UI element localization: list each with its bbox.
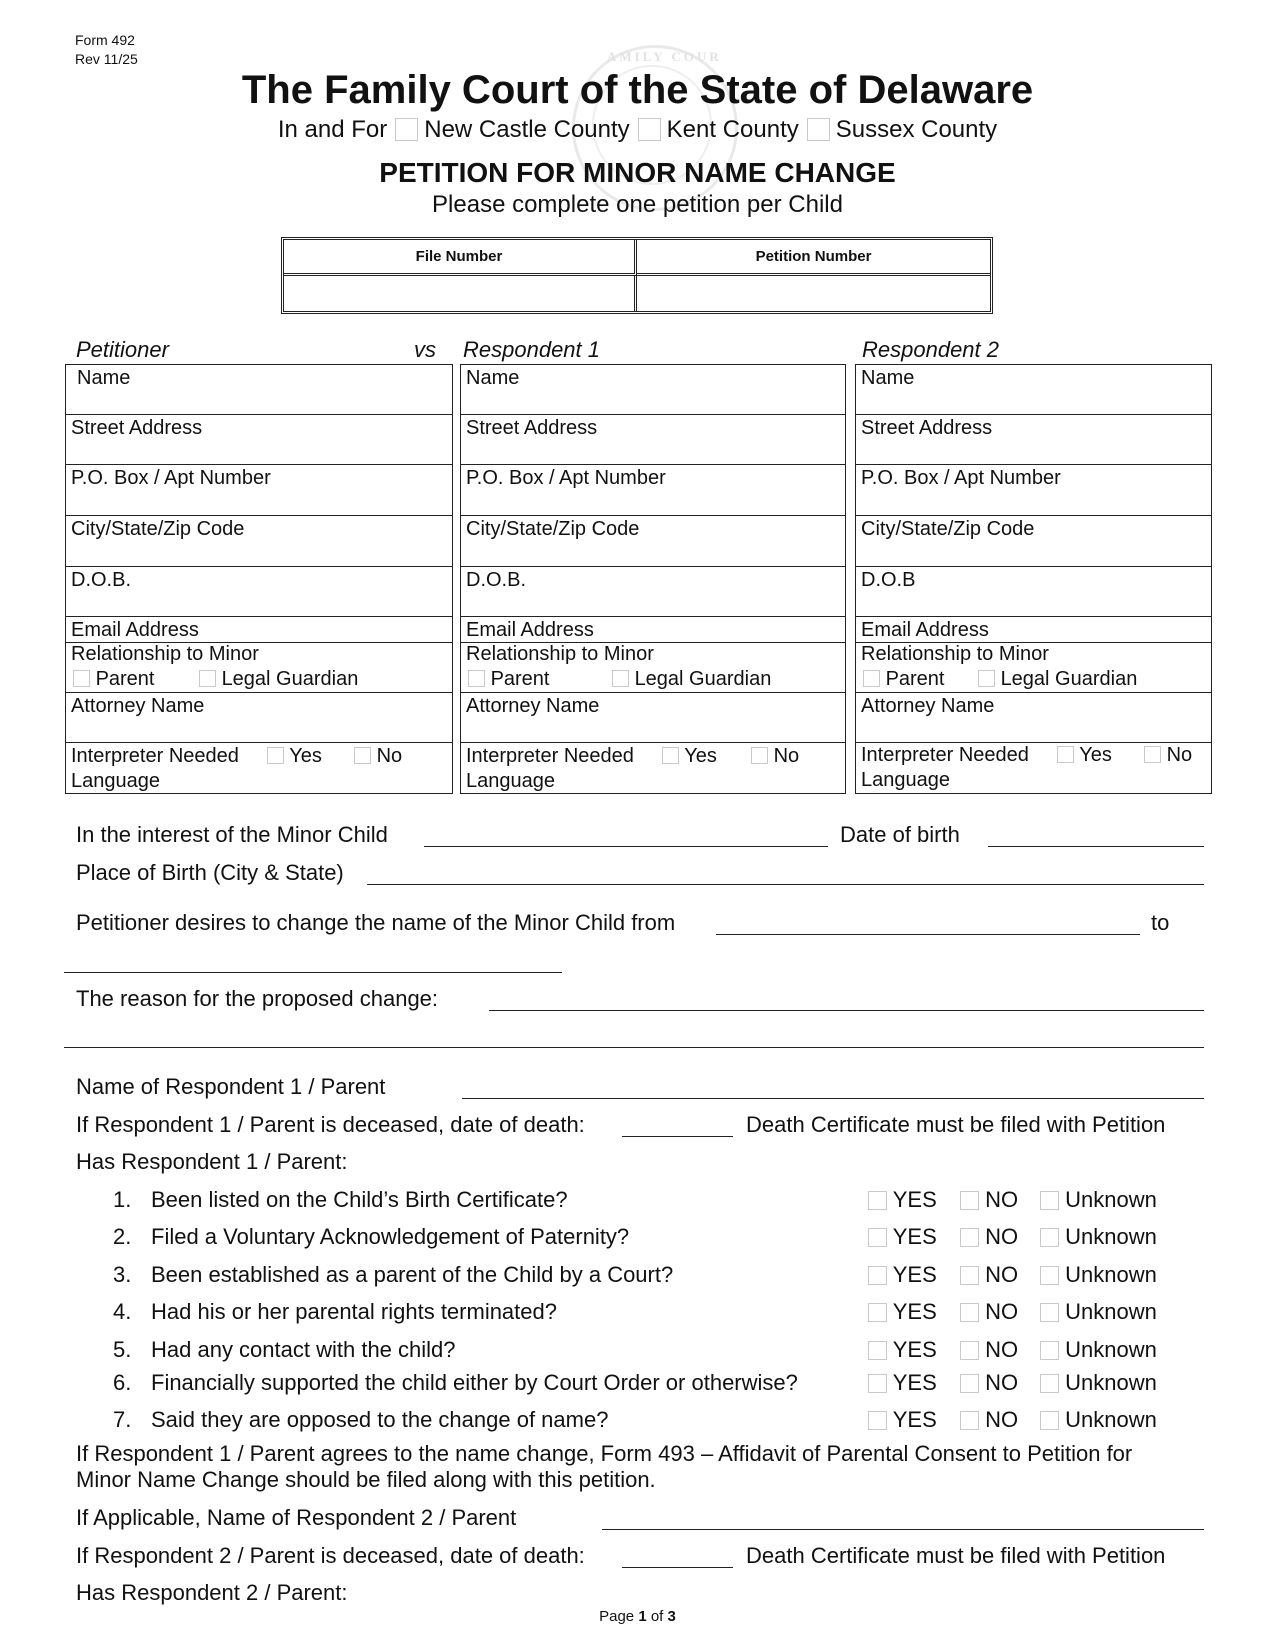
name-label: Name xyxy=(77,367,131,389)
minor-interest-label: In the interest of the Minor Child xyxy=(76,822,388,847)
checkbox-unknown[interactable] xyxy=(1040,1341,1059,1360)
respondent1-death-date-input[interactable] xyxy=(622,1136,733,1137)
unknown-label: Unknown xyxy=(1065,1370,1157,1395)
checkbox-unknown[interactable] xyxy=(1040,1191,1059,1210)
reason-label: The reason for the proposed change: xyxy=(76,986,439,1011)
dob-label: D.O.B. xyxy=(466,569,527,591)
yes-label: YES xyxy=(892,1187,937,1212)
checkbox-yes[interactable] xyxy=(868,1228,887,1247)
page-total: 3 xyxy=(667,1608,676,1625)
language-label: Language xyxy=(71,770,160,792)
checkbox-unknown[interactable] xyxy=(1040,1266,1059,1285)
minor-dob-input[interactable] xyxy=(988,846,1204,847)
respondent1-name-field[interactable] xyxy=(461,365,845,415)
city-label: City/State/Zip Code xyxy=(861,518,1035,540)
name-change-from-label: Petitioner desires to change the name of the Minor Child from xyxy=(76,910,676,935)
petitioner-interpreter-field xyxy=(66,743,452,793)
checkbox-yes[interactable] xyxy=(868,1303,887,1322)
no-label: NO xyxy=(985,1370,1019,1395)
checkbox-new-castle[interactable] xyxy=(395,118,418,141)
file-number-input[interactable] xyxy=(284,276,637,311)
respondent2-email-field[interactable] xyxy=(856,617,1211,643)
relationship-label: Relationship to Minor xyxy=(466,643,654,665)
respondent2-street-field[interactable] xyxy=(856,415,1211,465)
question-number: 2. xyxy=(113,1224,132,1249)
name-change-to-label: to xyxy=(1151,910,1170,935)
respondent2-name-field[interactable] xyxy=(856,365,1211,415)
page-word: Page xyxy=(599,1608,635,1625)
question-number: 5. xyxy=(113,1337,132,1362)
checkbox-yes[interactable] xyxy=(868,1191,887,1210)
legal-guardian-label: Legal Guardian xyxy=(1000,668,1138,690)
reason-input-line2[interactable] xyxy=(64,1047,1204,1048)
petitioner-street-field[interactable] xyxy=(66,415,452,465)
in-and-for-label: In and For xyxy=(277,116,388,143)
unknown-label: Unknown xyxy=(1065,1224,1157,1249)
street-label: Street Address xyxy=(466,417,598,439)
answer-no-option xyxy=(960,1187,1018,1213)
consent-note-line1: If Respondent 1 / Parent agrees to the name change, Form 493 – Affidavit of Parental Consent to Petition for xyxy=(76,1441,1133,1466)
parent-label: Parent xyxy=(95,668,155,690)
checkbox-unknown[interactable] xyxy=(1040,1228,1059,1247)
respondent1-consent-note xyxy=(76,1441,1132,1493)
legal-guardian-label: Legal Guardian xyxy=(221,668,359,690)
checkbox-unknown[interactable] xyxy=(1040,1303,1059,1322)
answer-no-option xyxy=(960,1262,1018,1288)
question-text: Financially supported the child either by Court Order or otherwise? xyxy=(151,1370,798,1395)
respondent2-header: Respondent 2 xyxy=(862,337,999,362)
attorney-label: Attorney Name xyxy=(71,695,205,717)
respondent2-death-cert-note: Death Certificate must be filed with Petition xyxy=(746,1543,1166,1568)
answer-yes-option xyxy=(868,1262,937,1288)
answer-unknown-option xyxy=(1040,1370,1157,1396)
vs-label: vs xyxy=(414,337,436,362)
form-number xyxy=(75,31,138,69)
respondent2-interpreter-field xyxy=(856,743,1211,793)
city-label: City/State/Zip Code xyxy=(466,518,640,540)
respondent1-has-label: Has Respondent 1 / Parent: xyxy=(76,1149,348,1174)
respondent2-has-label: Has Respondent 2 / Parent: xyxy=(76,1580,348,1605)
county-sussex-label: Sussex County xyxy=(835,116,998,143)
question-text: Been listed on the Child’s Birth Certificate? xyxy=(151,1187,568,1212)
checkbox-interpreter-yes[interactable] xyxy=(267,747,284,764)
answer-no-option xyxy=(960,1407,1018,1433)
respondent2-po-field[interactable] xyxy=(856,465,1211,516)
interpreter-label: Interpreter Needed xyxy=(71,745,239,767)
answer-yes-option xyxy=(868,1187,937,1213)
answer-no-option xyxy=(960,1337,1018,1363)
po-label: P.O. Box / Apt Number xyxy=(861,467,1061,489)
place-of-birth-input[interactable] xyxy=(367,884,1204,885)
petitioner-dob-field[interactable] xyxy=(66,567,452,617)
question-text: Filed a Voluntary Acknowledgement of Paternity? xyxy=(151,1224,630,1249)
checkbox-no[interactable] xyxy=(960,1303,979,1322)
email-label: Email Address xyxy=(466,619,594,641)
interpreter-label: Interpreter Needed xyxy=(861,744,1029,766)
court-title: The Family Court of the State of Delaware xyxy=(241,68,1034,112)
no-label: NO xyxy=(985,1262,1019,1287)
dob-label: D.O.B xyxy=(861,569,916,591)
county-selector xyxy=(0,116,1275,144)
checkbox-unknown[interactable] xyxy=(1040,1411,1059,1430)
respondent1-name-label: Name of Respondent 1 / Parent xyxy=(76,1074,386,1099)
parent-label: Parent xyxy=(885,668,945,690)
answer-unknown-option xyxy=(1040,1262,1157,1288)
checkbox-legal-guardian[interactable] xyxy=(612,670,629,687)
form-revision: Rev 11/25 xyxy=(75,51,138,67)
checkbox-yes[interactable] xyxy=(868,1266,887,1285)
checkbox-legal-guardian[interactable] xyxy=(978,670,995,687)
yes-label: YES xyxy=(892,1262,937,1287)
respondent1-name-input[interactable] xyxy=(462,1098,1204,1099)
respondent2-box xyxy=(855,364,1212,794)
checkbox-parent[interactable] xyxy=(468,670,485,687)
answer-unknown-option xyxy=(1040,1187,1157,1213)
minor-name-input[interactable] xyxy=(424,846,828,847)
respondent1-attorney-field[interactable] xyxy=(461,693,845,743)
petitioner-po-field[interactable] xyxy=(66,465,452,516)
checkbox-parent[interactable] xyxy=(73,670,90,687)
respondent2-relationship-field xyxy=(856,643,1211,693)
file-number-table xyxy=(281,237,993,314)
attorney-label: Attorney Name xyxy=(466,695,600,717)
checkbox-no[interactable] xyxy=(960,1341,979,1360)
yes-label: Yes xyxy=(289,745,322,767)
yes-label: YES xyxy=(892,1337,937,1362)
petitioner-name-field[interactable] xyxy=(66,365,452,415)
checkbox-parent[interactable] xyxy=(863,670,880,687)
answer-unknown-option xyxy=(1040,1337,1157,1363)
respondent1-street-field[interactable] xyxy=(461,415,845,465)
answer-unknown-option xyxy=(1040,1224,1157,1250)
yes-label: YES xyxy=(892,1224,937,1249)
place-of-birth-label: Place of Birth (City & State) xyxy=(76,860,344,885)
question-text: Been established as a parent of the Child by a Court? xyxy=(151,1262,674,1287)
interpreter-label: Interpreter Needed xyxy=(466,745,634,767)
page-footer xyxy=(0,1608,1275,1625)
email-label: Email Address xyxy=(861,619,989,641)
petitioner-attorney-field[interactable] xyxy=(66,693,452,743)
street-label: Street Address xyxy=(861,417,993,439)
checkbox-yes[interactable] xyxy=(868,1341,887,1360)
question-text: Had his or her parental rights terminated? xyxy=(151,1299,557,1324)
checkbox-interpreter-yes[interactable] xyxy=(662,747,679,764)
respondent1-po-field[interactable] xyxy=(461,465,845,516)
checkbox-unknown[interactable] xyxy=(1040,1374,1059,1393)
petitioner-city-field[interactable] xyxy=(66,516,452,567)
checkbox-legal-guardian[interactable] xyxy=(199,670,216,687)
checkbox-interpreter-no[interactable] xyxy=(751,747,768,764)
yes-label: YES xyxy=(892,1407,937,1432)
checkbox-interpreter-no[interactable] xyxy=(354,747,371,764)
yes-label: YES xyxy=(892,1370,937,1395)
po-label: P.O. Box / Apt Number xyxy=(466,467,666,489)
no-label: No xyxy=(1166,744,1193,766)
current-name-input[interactable] xyxy=(716,934,1140,935)
respondent2-attorney-field[interactable] xyxy=(856,693,1211,743)
respondent2-city-field[interactable] xyxy=(856,516,1211,567)
question-number: 3. xyxy=(113,1262,132,1287)
question-text: Had any contact with the child? xyxy=(151,1337,456,1362)
checkbox-sussex[interactable] xyxy=(807,118,830,141)
checkbox-interpreter-yes[interactable] xyxy=(1057,746,1074,763)
unknown-label: Unknown xyxy=(1065,1262,1157,1287)
respondent1-interpreter-field xyxy=(461,743,845,793)
form-number-label: Form 492 xyxy=(75,32,135,48)
respondent1-email-field[interactable] xyxy=(461,617,845,643)
of-word: of xyxy=(650,1608,664,1625)
answer-yes-option xyxy=(868,1299,937,1325)
yes-label: Yes xyxy=(684,745,717,767)
email-label: Email Address xyxy=(71,619,199,641)
name-label: Name xyxy=(861,367,915,389)
court-seal-text: AMILY COUR xyxy=(607,49,722,64)
question-number: 1. xyxy=(113,1187,132,1212)
respondent1-deceased-label: If Respondent 1 / Parent is deceased, date of death: xyxy=(76,1112,585,1137)
county-kent-label: Kent County xyxy=(666,116,799,143)
file-number-header: File Number xyxy=(284,240,637,276)
relationship-label: Relationship to Minor xyxy=(861,643,1049,665)
respondent2-name-label: If Applicable, Name of Respondent 2 / Parent xyxy=(76,1505,517,1530)
answer-yes-option xyxy=(868,1370,937,1396)
question-number: 4. xyxy=(113,1299,132,1324)
answer-unknown-option xyxy=(1040,1407,1157,1433)
checkbox-interpreter-no[interactable] xyxy=(1144,746,1161,763)
question-number: 6. xyxy=(113,1370,132,1395)
respondent1-header: Respondent 1 xyxy=(463,337,600,362)
respondent1-box xyxy=(460,364,846,794)
respondent2-deceased-label: If Respondent 2 / Parent is deceased, date of death: xyxy=(76,1543,585,1568)
question-text: Said they are opposed to the change of name? xyxy=(151,1407,609,1432)
checkbox-no[interactable] xyxy=(960,1191,979,1210)
answer-unknown-option xyxy=(1040,1299,1157,1325)
no-label: NO xyxy=(985,1337,1019,1362)
respondent1-death-cert-note: Death Certificate must be filed with Petition xyxy=(746,1112,1166,1137)
checkbox-yes[interactable] xyxy=(868,1374,887,1393)
petitioner-header: Petitioner xyxy=(76,337,169,362)
street-label: Street Address xyxy=(71,417,203,439)
relationship-label: Relationship to Minor xyxy=(71,643,259,665)
petition-number-input[interactable] xyxy=(637,276,990,311)
checkbox-no[interactable] xyxy=(960,1228,979,1247)
respondent2-name-input[interactable] xyxy=(602,1529,1204,1530)
respondent2-death-date-input[interactable] xyxy=(622,1567,733,1568)
respondent1-city-field[interactable] xyxy=(461,516,845,567)
consent-note-line2: Minor Name Change should be filed along with this petition. xyxy=(76,1467,656,1492)
yes-label: Yes xyxy=(1079,744,1112,766)
petitioner-box xyxy=(65,364,453,794)
dob-label: D.O.B. xyxy=(71,569,132,591)
respondent1-dob-field[interactable] xyxy=(461,567,845,617)
no-label: No xyxy=(376,745,403,767)
name-label: Name xyxy=(466,367,520,389)
respondent1-relationship-field xyxy=(461,643,845,693)
checkbox-kent[interactable] xyxy=(638,118,661,141)
legal-guardian-label: Legal Guardian xyxy=(634,668,772,690)
answer-yes-option xyxy=(868,1407,937,1433)
minor-dob-label: Date of birth xyxy=(840,822,960,847)
county-new-castle-label: New Castle County xyxy=(424,116,630,143)
parent-label: Parent xyxy=(490,668,550,690)
language-label: Language xyxy=(466,770,555,792)
answer-yes-option xyxy=(868,1337,937,1363)
answer-no-option xyxy=(960,1224,1018,1250)
respondent2-dob-field[interactable] xyxy=(856,567,1211,617)
question-number: 7. xyxy=(113,1407,132,1432)
no-label: NO xyxy=(985,1299,1019,1324)
checkbox-no[interactable] xyxy=(960,1411,979,1430)
language-label: Language xyxy=(861,769,950,791)
yes-label: YES xyxy=(892,1299,937,1324)
city-label: City/State/Zip Code xyxy=(71,518,245,540)
answer-yes-option xyxy=(868,1224,937,1250)
unknown-label: Unknown xyxy=(1065,1187,1157,1212)
page-number: 1 xyxy=(638,1608,647,1625)
unknown-label: Unknown xyxy=(1065,1337,1157,1362)
petitioner-email-field[interactable] xyxy=(66,617,452,643)
new-name-input[interactable] xyxy=(64,972,562,973)
attorney-label: Attorney Name xyxy=(861,695,995,717)
petition-subtitle: Please complete one petition per Child xyxy=(432,191,843,218)
no-label: NO xyxy=(985,1187,1019,1212)
unknown-label: Unknown xyxy=(1065,1299,1157,1324)
no-label: NO xyxy=(985,1224,1019,1249)
reason-input-line1[interactable] xyxy=(489,1010,1204,1011)
answer-no-option xyxy=(960,1370,1018,1396)
checkbox-no[interactable] xyxy=(960,1266,979,1285)
no-label: No xyxy=(773,745,800,767)
unknown-label: Unknown xyxy=(1065,1407,1157,1432)
petition-title: PETITION FOR MINOR NAME CHANGE xyxy=(379,157,896,188)
checkbox-yes[interactable] xyxy=(868,1411,887,1430)
petitioner-relationship-field xyxy=(66,643,452,693)
petition-number-header: Petition Number xyxy=(637,240,990,276)
no-label: NO xyxy=(985,1407,1019,1432)
po-label: P.O. Box / Apt Number xyxy=(71,467,271,489)
answer-no-option xyxy=(960,1299,1018,1325)
checkbox-no[interactable] xyxy=(960,1374,979,1393)
